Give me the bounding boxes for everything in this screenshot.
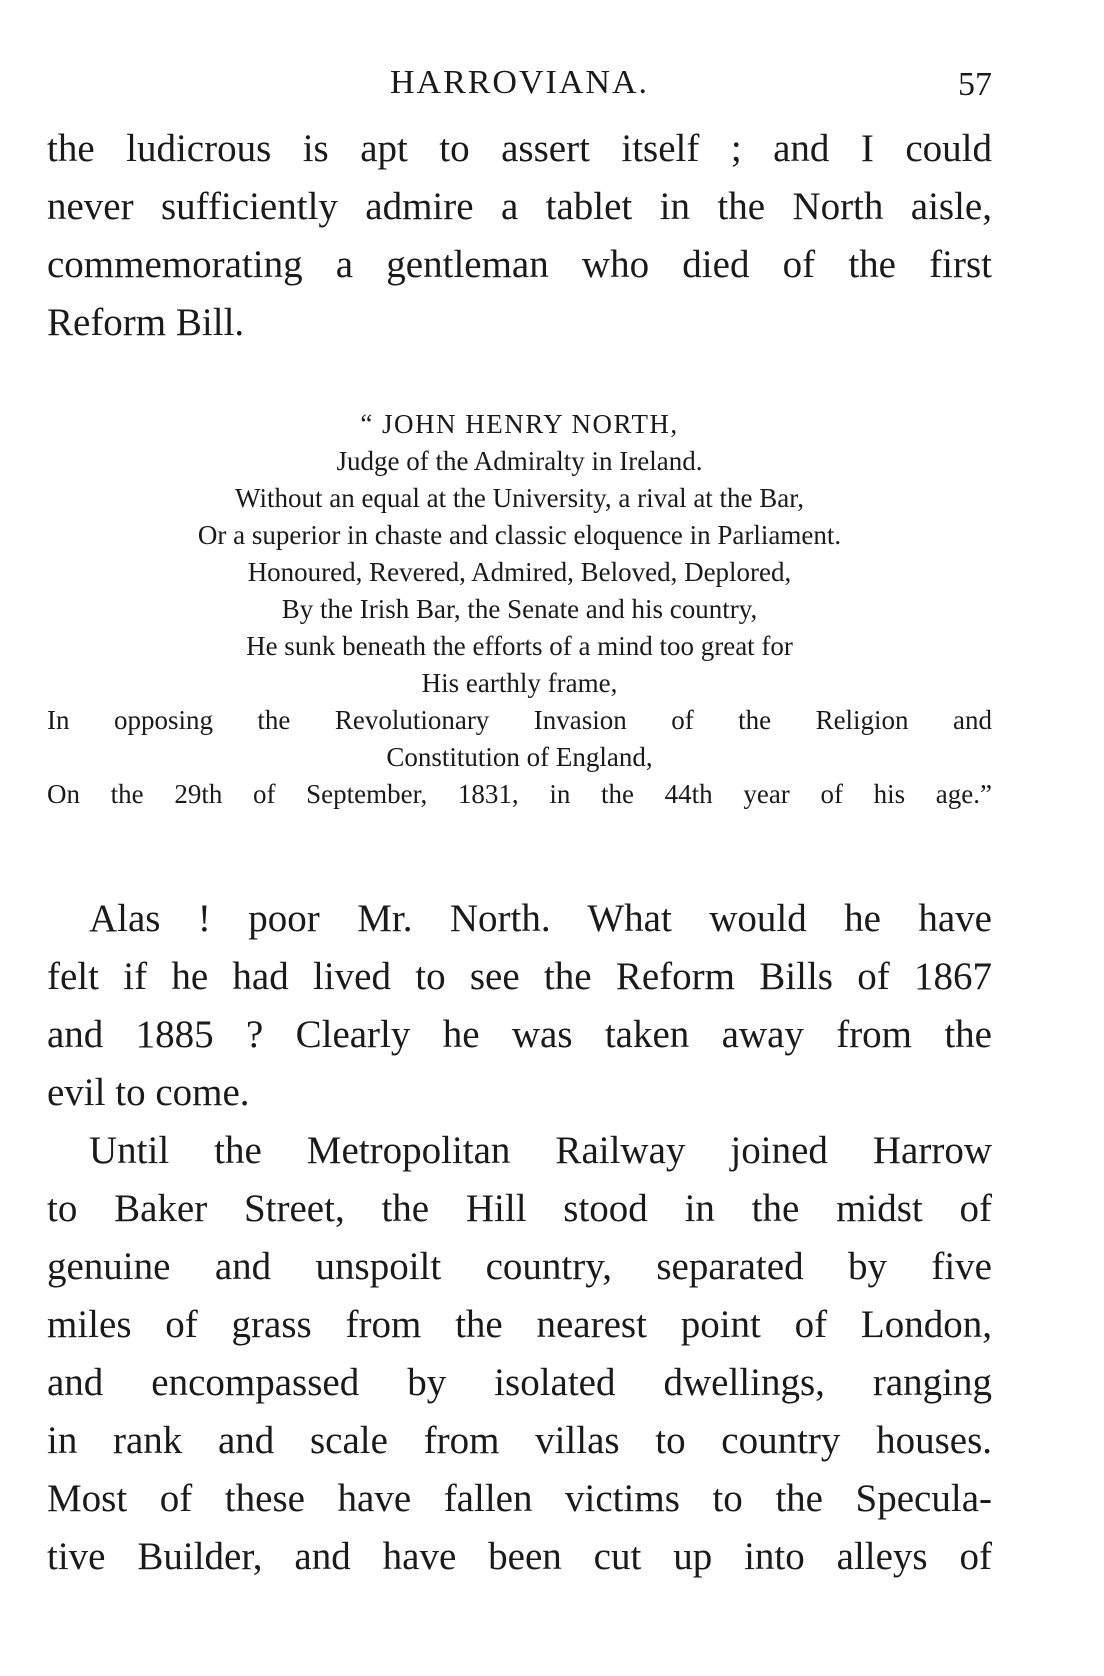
text-line: and 1885 ? Clearly he was taken away from the [47,1013,992,1056]
inscription-line: Constitution of England, [386,742,653,772]
text-line: Most of these have fallen victims to the Specula- [47,1477,992,1520]
paragraph-3 [47,1122,992,1586]
inscription-line: Judge of the Admiralty in Ireland. [336,446,703,476]
inscription-line: In opposing the Revolutionary Invasion of the Religion and [47,705,992,735]
text-line: and encompassed by isolated dwellings, ranging [47,1361,992,1404]
inscription-line: His earthly frame, [421,668,618,698]
inscription-line: By the Irish Bar, the Senate and his country, [281,594,758,624]
page-number: 57 [958,66,992,103]
text-line: never sufficiently admire a tablet in the North aisle, [47,185,992,228]
running-head [47,64,992,112]
text-line: evil to come. [47,1071,250,1114]
inscription-line: “ JOHN HENRY NORTH, [360,409,679,439]
text-line: in rank and scale from villas to country houses. [47,1419,992,1462]
paragraph-2 [47,890,992,1122]
text-line: Reform Bill. [47,301,245,344]
text-line: commemorating a gentleman who died of the first [47,243,992,286]
inscription-line: He sunk beneath the efforts of a mind too great for [246,631,793,661]
inscription-line: Or a superior in chaste and classic eloquence in Parliament. [197,520,842,550]
inscription-line: On the 29th of September, 1831, in the 44th year of his age.” [47,779,992,809]
text-line: to Baker Street, the Hill stood in the midst of [47,1187,992,1230]
text-line: genuine and unspoilt country, separated by five [47,1245,992,1288]
inscription-line: Honoured, Revered, Admired, Beloved, Deplored, [247,557,792,587]
text-line: Alas ! poor Mr. North. What would he have [89,897,992,940]
paragraph-1 [47,120,992,352]
text-line: miles of grass from the nearest point of London, [47,1303,992,1346]
text-line: the ludicrous is apt to assert itself ; and I could [47,127,992,170]
inscription-line: Without an equal at the University, a rival at the Bar, [235,483,804,513]
running-title: HARROVIANA. [389,64,650,101]
text-line: felt if he had lived to see the Reform Bills of 1867 [47,955,992,998]
text-line: tive Builder, and have been cut up into alleys of [47,1535,992,1578]
memorial-inscription [47,406,992,813]
text-line: Until the Metropolitan Railway joined Harrow [89,1129,992,1172]
